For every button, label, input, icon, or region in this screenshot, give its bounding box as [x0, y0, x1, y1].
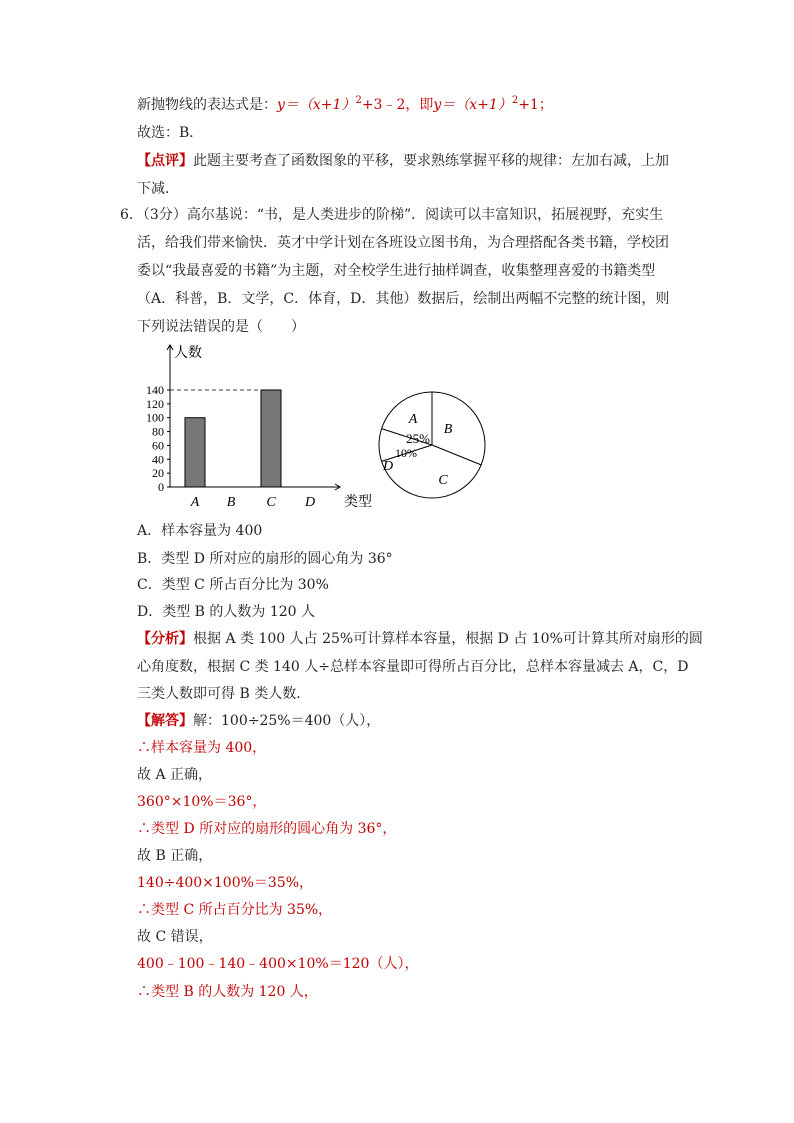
- solution-line-5: ∴类型 D 所对应的扇形的圆心角为 36°，: [137, 821, 397, 837]
- prev-expression-line: [137, 96, 553, 114]
- pie-label-d: D: [382, 459, 394, 474]
- question-line-2: 活，给我们带来愉快．英才中学计划在各班设立图书角，为合理搭配各类书籍，学校团: [137, 235, 669, 251]
- y-axis-label: 人数: [174, 346, 202, 361]
- bar-a: [185, 418, 205, 487]
- solution-line-11: ∴类型 B 的人数为 120 人，: [137, 984, 318, 1000]
- exponent-2: 2: [511, 95, 519, 106]
- solution-text: 解：100÷25%＝400（人），: [193, 713, 381, 729]
- prev-comment-line: [137, 152, 669, 170]
- expression-2-tail: +1；: [518, 97, 553, 113]
- x-tick-label: B: [226, 495, 236, 510]
- analysis-line-1: [137, 630, 703, 648]
- prev-comment-line-2: 下减．: [137, 181, 179, 197]
- pie-chart: [372, 385, 492, 505]
- question-line-3: 委以“我最喜爱的书籍”为主题，对全校学生进行抽样调查，收集整理喜爱的书籍类型: [137, 263, 656, 279]
- option-d[interactable]: D．类型 B 的人数为 120 人: [137, 604, 316, 620]
- solution-line-6: 故 B 正确，: [137, 848, 213, 864]
- y-tick-label: 60: [152, 438, 164, 453]
- pie-label-a: A: [408, 412, 418, 427]
- question-number: 6．: [120, 207, 143, 223]
- exponent-1: 2: [355, 95, 362, 106]
- analysis-line-2: 心角度数，根据 C 类 140 人÷总样本容量即可得所占百分比，总样本容量减去 A，C，D: [137, 659, 689, 675]
- y-tick-label: 40: [152, 452, 164, 467]
- pie-percent-a: 25%: [406, 431, 430, 446]
- solution-line-2: ∴样本容量为 400，: [137, 740, 267, 756]
- question-line-4: （A．科普，B．文学，C．体育，D．其他）数据后，绘制出两幅不完整的统计图，则: [137, 291, 670, 307]
- prev-answer-line: 故选：B．: [137, 125, 204, 141]
- y-tick-label: 80: [152, 424, 164, 439]
- solution-line-3: 故 A 正确，: [137, 767, 213, 783]
- question-line-5: 下列说法错误的是（ ）: [137, 319, 305, 335]
- analysis-line-3: 三类人数即可得 B 类人数．: [137, 686, 311, 702]
- expression-intro: 新抛物线的表达式是：: [137, 97, 277, 113]
- comment-text: 此题主要考查了函数图象的平移，要求熟练掌握平移的规律：左加右减，上加: [193, 153, 669, 169]
- expression-1: y＝（x+1）: [277, 97, 356, 113]
- solution-line-7: 140÷400×100%＝35%，: [137, 875, 314, 891]
- x-axis-label: 类型: [344, 495, 372, 510]
- solution-line-1: [137, 712, 380, 730]
- solution-line-4: 360°×10%＝36°，: [137, 794, 267, 810]
- question-line-1: [120, 206, 663, 224]
- y-tick-label: 20: [152, 466, 164, 481]
- solution-line-10: 400﹣100﹣140﹣400×10%＝120（人），: [137, 956, 419, 972]
- option-a[interactable]: A．样本容量为 400: [137, 523, 263, 539]
- question-text: （3分）高尔基说：“书，是人类进步的阶梯”．阅读可以丰富知识，拓展视野，充实生: [142, 207, 664, 223]
- option-b[interactable]: B．类型 D 所对应的扇形的圆心角为 36°: [137, 551, 393, 567]
- analysis-tag: 【分析】: [137, 631, 193, 647]
- pie-label-b: B: [443, 422, 453, 437]
- bar-c: [261, 390, 281, 487]
- solution-tag: 【解答】: [137, 713, 193, 729]
- y-tick-label: 0: [158, 480, 164, 494]
- pie-percent-d: 10%: [395, 446, 417, 460]
- y-tick-label: 100: [146, 410, 164, 425]
- option-c[interactable]: C．类型 C 所占百分比为 30%: [137, 577, 329, 593]
- y-tick-label: 140: [146, 383, 164, 397]
- pie-label-c: C: [438, 473, 448, 488]
- y-tick-label: 120: [146, 396, 164, 411]
- x-tick-label: C: [266, 495, 276, 510]
- solution-line-9: 故 C 错误，: [137, 929, 213, 945]
- bar-chart: [120, 340, 380, 515]
- expression-2: y＝（x+1）: [433, 97, 512, 113]
- x-tick-label: A: [190, 495, 200, 510]
- comment-tag: 【点评】: [137, 153, 193, 169]
- analysis-text: 根据 A 类 100 人占 25%可计算样本容量，根据 D 占 10%可计算其所对扇形的圆: [193, 631, 703, 647]
- solution-line-8: ∴类型 C 所占百分比为 35%，: [137, 902, 333, 918]
- x-tick-label: D: [304, 495, 316, 510]
- expression-1-tail: +3﹣2，即: [361, 97, 434, 113]
